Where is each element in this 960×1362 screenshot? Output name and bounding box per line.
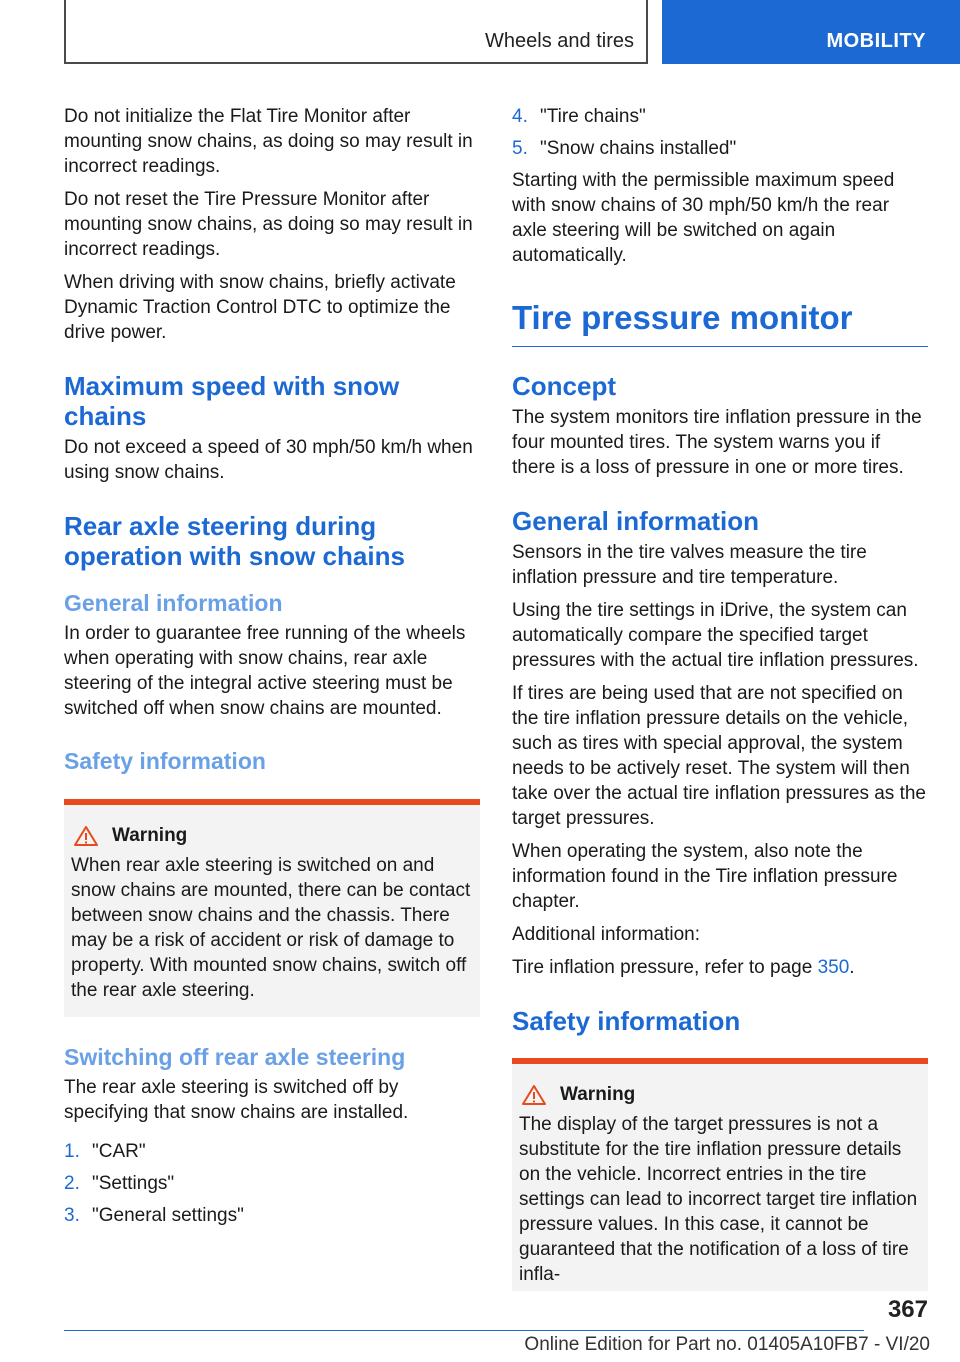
steps-list-left (64, 1139, 480, 1228)
step-text: "CAR" (92, 1141, 146, 1162)
paragraph-dtc: When driving with snow chains, briefly activate Dynamic Traction Control DTC to optimize the drive power. (64, 272, 456, 343)
step-text: "Tire chains" (540, 106, 646, 127)
heading-safety-right: Safety information (512, 1006, 741, 1036)
right-column (512, 104, 928, 1291)
heading-tire-pressure-monitor: Tire pressure monitor (512, 298, 928, 347)
list-item (512, 104, 928, 129)
heading-max-speed: Maximum speed with snow chains (64, 371, 400, 431)
paragraph-general-left: In order to guarantee free running of the wheels when operating with snow chains, rear axle steering of the integral active steering must be switched off when snow chains are mounted. (64, 623, 466, 719)
heading-general-info-left: General information (64, 590, 283, 616)
heading-switch-off: Switching off rear axle steering (64, 1044, 406, 1070)
list-item (64, 1139, 480, 1164)
header-section (64, 0, 648, 64)
steps-list-right (512, 104, 928, 161)
step-text: "Settings" (92, 1173, 175, 1194)
step-number: 1. (64, 1141, 80, 1162)
header-chapter-label: MOBILITY (826, 30, 926, 52)
warning-box-left (64, 799, 480, 1017)
warning-box-right (512, 1058, 928, 1291)
paragraph-chapter-note: When operating the system, also note the information found in the Tire inflation pressure chapter. (512, 841, 898, 912)
warning-title-left: Warning (112, 825, 188, 846)
step-text: "Snow chains installed" (540, 138, 737, 159)
paragraph-switch-off: The rear axle steering is switched off by specifying that snow chains are installed. (64, 1077, 409, 1123)
heading-safety-left: Safety information (64, 748, 266, 774)
warning-header-right (519, 1084, 921, 1106)
heading-rear-axle: Rear axle steering during operation with snow chains (64, 511, 405, 571)
step-number: 2. (64, 1173, 80, 1194)
step-text: "General settings" (92, 1205, 244, 1226)
paragraph-max-speed: Do not exceed a speed of 30 mph/50 km/h when using snow chains. (64, 437, 473, 483)
reference-text: Tire inflation pressure, refer to page (512, 957, 818, 978)
step-number: 4. (512, 106, 528, 127)
list-item (64, 1203, 480, 1228)
heading-concept: Concept (512, 371, 616, 401)
left-column (64, 104, 480, 1235)
paragraph-special-tires: If tires are being used that are not specified on the tire inflation pressure details on the vehicle, such as tires with special approval, the system needs to be actively reset. The system will then take over the actual tire inflation pressures as the target pressures. (512, 683, 927, 829)
footer-divider (64, 1330, 864, 1331)
warning-text-right: The display of the target pressures is not a substitute for the tire inflation pressure details on the vehicle. Incorrect entries in the tire settings can lead to incorrect target tire inflation pressure values. In this case, it cannot be guaranteed that the notification of a loss of tire infla- (519, 1114, 918, 1285)
paragraph-concept: The system monitors tire inflation pressure in the four mounted tires. The system warns you if there is a loss of pressure in one or more tires. (512, 407, 922, 478)
list-item (512, 136, 928, 161)
paragraph-sensors: Sensors in the tire valves measure the tire inflation pressure and tire temperature. (512, 542, 867, 588)
warning-triangle-icon (73, 825, 99, 847)
page-link[interactable]: 350 (817, 957, 850, 978)
step-number: 3. (64, 1205, 80, 1226)
page-number: 367 (887, 1296, 928, 1323)
warning-title-right: Warning (560, 1084, 636, 1105)
paragraph-flat-tire: Do not initialize the Flat Tire Monitor after mounting snow chains, as doing so may result in incorrect readings. (64, 106, 473, 177)
header-chapter-tab[interactable] (662, 0, 960, 64)
paragraph-tire-pressure: Do not reset the Tire Pressure Monitor after mounting snow chains, as doing so may result in incorrect readings. (64, 189, 473, 260)
header-section-title: Wheels and tires (485, 30, 634, 52)
list-item (64, 1171, 480, 1196)
paragraph-reference (512, 955, 928, 980)
warning-triangle-icon (521, 1084, 547, 1106)
warning-text-left: When rear axle steering is switched on and snow chains are mounted, there can be contact between snow chains and the chassis. There may be a risk of accident or risk of damage to property. With mounted snow chains, switch off the rear axle steering. (71, 855, 471, 1001)
paragraph-idrive: Using the tire settings in iDrive, the system can automatically compare the specified target pressures with the actual tire inflation pressures. (512, 600, 919, 671)
reference-suffix: . (849, 957, 855, 978)
footer-edition: Online Edition for Part no. 01405A10FB7 - VI/20 (524, 1334, 930, 1355)
paragraph-restart: Starting with the permissible maximum speed with snow chains of 30 mph/50 km/h the rear axle steering will be switched on again automatically. (512, 170, 895, 266)
step-number: 5. (512, 138, 528, 159)
heading-general-info-right: General information (512, 506, 760, 536)
paragraph-additional: Additional information: (512, 924, 700, 945)
warning-header-left (71, 825, 473, 847)
